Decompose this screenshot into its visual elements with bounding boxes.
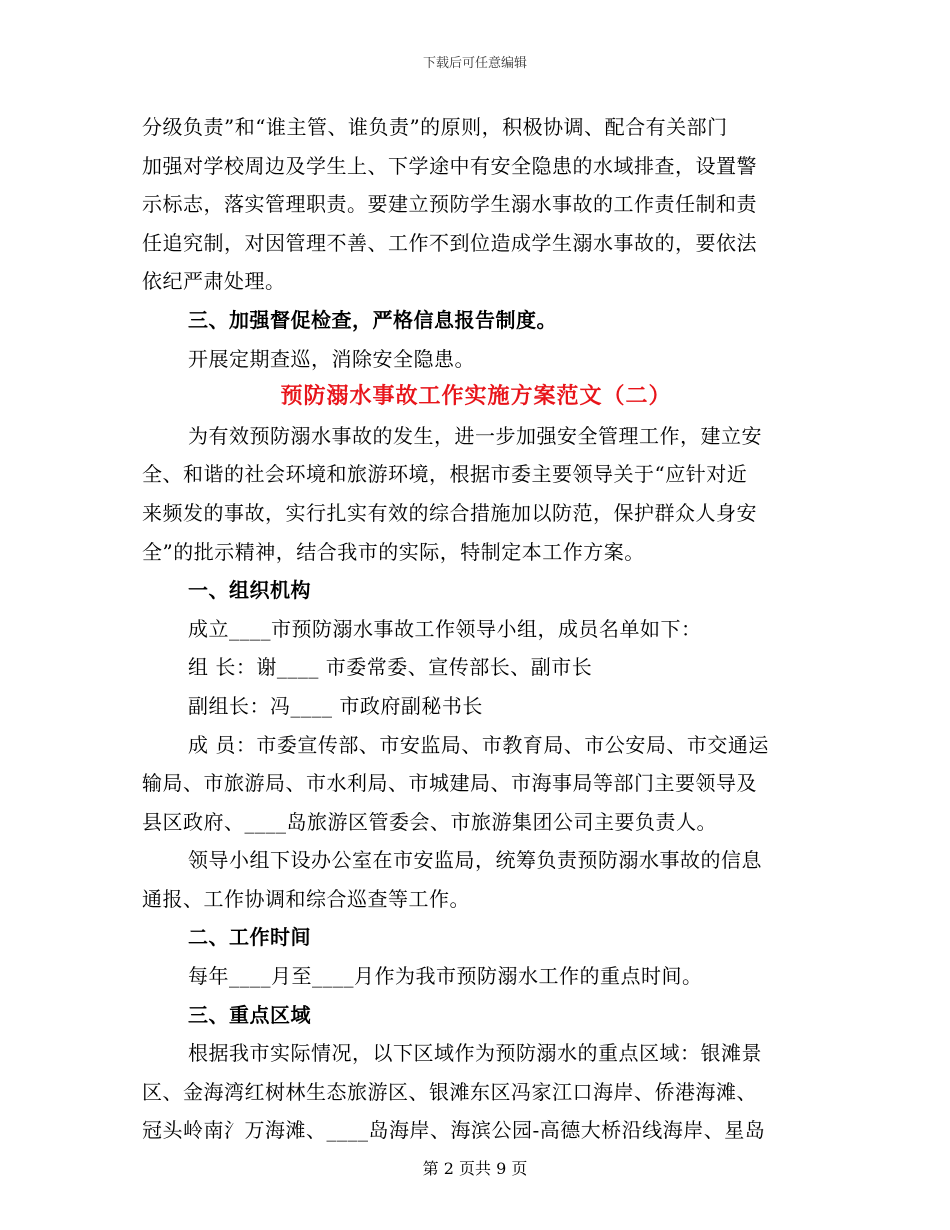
paragraph-line: 示标志，落实管理职责。要建立预防学生溺水事故的工作责任制和责 <box>142 192 757 217</box>
paragraph-line: 为有效预防溺水事故的发生，进一步加强安全管理工作，建立安 <box>188 423 762 448</box>
paragraph-line: 输局、市旅游局、市水利局、市城建局、市海事局等部门主要领导及 <box>142 771 757 796</box>
section-heading: 三、加强督促检查，严格信息报告制度。 <box>188 307 557 332</box>
paragraph-line: 通报、工作协调和综合巡查等工作。 <box>142 886 470 911</box>
paragraph-line: 副组长：冯____ 市政府副秘书长 <box>188 693 483 718</box>
paragraph-line: 任追究制，对因管理不善、工作不到位造成学生溺水事故的，要依法 <box>142 230 757 255</box>
paragraph-line: 依纪严肃处理。 <box>142 269 286 294</box>
page-header: 下载后可任意编辑 <box>422 56 527 71</box>
paragraph-line: 成 员：市委宣传部、市安监局、市教育局、市公安局、市交通运 <box>188 732 769 757</box>
paragraph-line: 根据我市实际情况，以下区域作为预防溺水的重点区域：银滩景 <box>188 1041 762 1066</box>
paragraph-line: 全、和谐的社会环境和旅游环境，根据市委主要领导关于“应针对近 <box>142 462 748 487</box>
document-title: 预防溺水事故工作实施方案范文（二） <box>280 384 672 410</box>
paragraph-line: 区、金海湾红树林生态旅游区、银滩东区冯家江口海岸、侨港海滩、 <box>142 1079 757 1104</box>
section-heading: 二、工作时间 <box>188 925 311 950</box>
paragraph-line: 冠头岭南氵万海滩、____岛海岸、海滨公园-高德大桥沿线海岸、星岛 <box>142 1118 766 1143</box>
section-heading: 三、重点区域 <box>188 1002 311 1027</box>
paragraph-line: 加强对学校周边及学生上、下学途中有安全隐患的水域排查，设置警 <box>142 153 757 178</box>
page-footer: 第 2 页共 9 页 <box>422 1159 528 1178</box>
paragraph-line: 成立____市预防溺水事故工作领导小组，成员名单如下： <box>188 616 702 641</box>
paragraph-line: 每年____月至____月作为我市预防溺水工作的重点时间。 <box>188 964 703 989</box>
paragraph-line: 组 长：谢____ 市委常委、宣传部长、副市长 <box>188 655 593 680</box>
paragraph-line: 领导小组下设办公室在市安监局，统筹负责预防溺水事故的信息 <box>188 848 762 873</box>
paragraph-line: 全”的批示精神，结合我市的实际，特制定本工作方案。 <box>142 539 645 564</box>
paragraph-line: 县区政府、____岛旅游区管委会、市旅游集团公司主要负责人。 <box>142 809 717 834</box>
paragraph-line: 开展定期查巡，消除安全隐患。 <box>188 346 475 371</box>
paragraph-line: 分级负责”和“谁主管、谁负责”的原则，积极协调、配合有关部门 <box>142 115 728 139</box>
section-heading: 一、组织机构 <box>188 578 311 603</box>
document-body <box>142 108 810 1150</box>
paragraph-line: 来频发的事故，实行扎实有效的综合措施加以防范，保护群众人身安 <box>142 500 757 525</box>
